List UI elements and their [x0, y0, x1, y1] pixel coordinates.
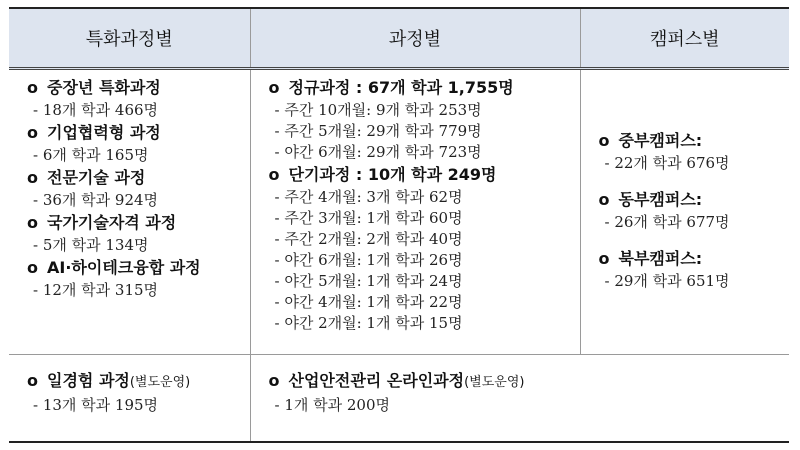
bullet-icon: o [268, 371, 280, 390]
course-detail: - 주간 3개월: 1개 학과 60명 [274, 209, 463, 227]
course-detail: - 주간 4개월: 3개 학과 62명 [274, 188, 463, 206]
work-experience-cell [9, 355, 250, 443]
bullet-icon: o [27, 123, 38, 142]
group-title: 단기과정 : 10개 학과 249명 [288, 165, 497, 184]
bullet-icon: o [268, 165, 280, 184]
item-detail: - 6개 학과 165명 [33, 146, 149, 164]
group-title: 정규과정 : 67개 학과 1,755명 [288, 78, 514, 97]
course-group-title [269, 163, 580, 187]
item-title: 기업협력형 과정 [47, 123, 161, 142]
campus-detail: - 26개 학과 677명 [604, 212, 730, 231]
item-detail: - 5개 학과 134명 [33, 236, 149, 254]
main-row [9, 69, 789, 355]
campus-detail: - 29개 학과 651명 [604, 271, 730, 290]
item-detail: - 12개 학과 315명 [33, 281, 159, 299]
course-detail: - 주간 10개월: 9개 학과 253명 [274, 101, 482, 119]
header-row [9, 8, 789, 69]
separate-title: 산업안전관리 온라인과정 [288, 371, 465, 390]
course-detail: - 주간 5개월: 29개 학과 779명 [274, 122, 482, 140]
campus-title: 동부캠퍼스: [618, 189, 703, 209]
bullet-icon: o [598, 189, 610, 209]
course-detail: - 야간 2개월: 1개 학과 15명 [274, 314, 463, 332]
course-detail: - 주간 2개월: 2개 학과 40명 [274, 230, 463, 248]
separate-detail: - 13개 학과 195명 [33, 396, 159, 414]
course-detail: - 야간 6개월: 29개 학과 723명 [274, 143, 482, 161]
specialized-item [27, 76, 250, 100]
item-title: 중장년 특화과정 [47, 78, 161, 97]
course-group-title [269, 76, 580, 100]
bullet-icon: o [598, 248, 610, 268]
separate-item [27, 369, 250, 395]
item-title: 국가기술자격 과정 [47, 213, 177, 232]
bullet-icon: o [27, 258, 38, 277]
bullet-icon: o [598, 130, 610, 150]
campus-title: 북부캠퍼스: [618, 248, 703, 268]
campus-item [599, 188, 790, 212]
campus-cell [580, 69, 789, 355]
specialized-item [27, 121, 250, 145]
course-summary-table [9, 7, 789, 443]
specialized-item [27, 256, 250, 280]
campus-detail: - 22개 학과 676명 [604, 153, 730, 172]
item-detail: - 36개 학과 924명 [33, 191, 159, 209]
campus-title: 중부캠퍼스: [618, 130, 703, 150]
course-detail: - 야간 5개월: 1개 학과 24명 [274, 272, 463, 290]
separate-title: 일경험 과정 [47, 371, 130, 390]
item-title: AI·하이테크융합 과정 [47, 258, 201, 277]
separate-operation-row [9, 355, 789, 443]
specialized-cell [9, 69, 250, 355]
course-cell [250, 69, 580, 355]
separate-note: (별도운영) [129, 375, 191, 390]
header-specialized: 특화과정별 [9, 8, 250, 69]
specialized-item [27, 211, 250, 235]
campus-item [599, 129, 790, 153]
bullet-icon: o [268, 78, 280, 97]
item-title: 전문기술 과정 [47, 168, 146, 187]
bullet-icon: o [27, 371, 38, 390]
specialized-item [27, 166, 250, 190]
separate-item [269, 369, 790, 395]
bullet-icon: o [27, 168, 38, 187]
online-course-cell [250, 355, 789, 443]
separate-note: (별도운영) [464, 375, 525, 390]
bullet-icon: o [27, 213, 38, 232]
campus-item [599, 247, 790, 271]
course-detail: - 야간 4개월: 1개 학과 22명 [274, 293, 463, 311]
header-course: 과정별 [250, 8, 580, 69]
item-detail: - 18개 학과 466명 [33, 101, 159, 119]
separate-detail: - 1개 학과 200명 [274, 396, 391, 414]
course-detail: - 야간 6개월: 1개 학과 26명 [274, 251, 463, 269]
bullet-icon: o [27, 78, 38, 97]
header-campus: 캠퍼스별 [580, 8, 789, 69]
